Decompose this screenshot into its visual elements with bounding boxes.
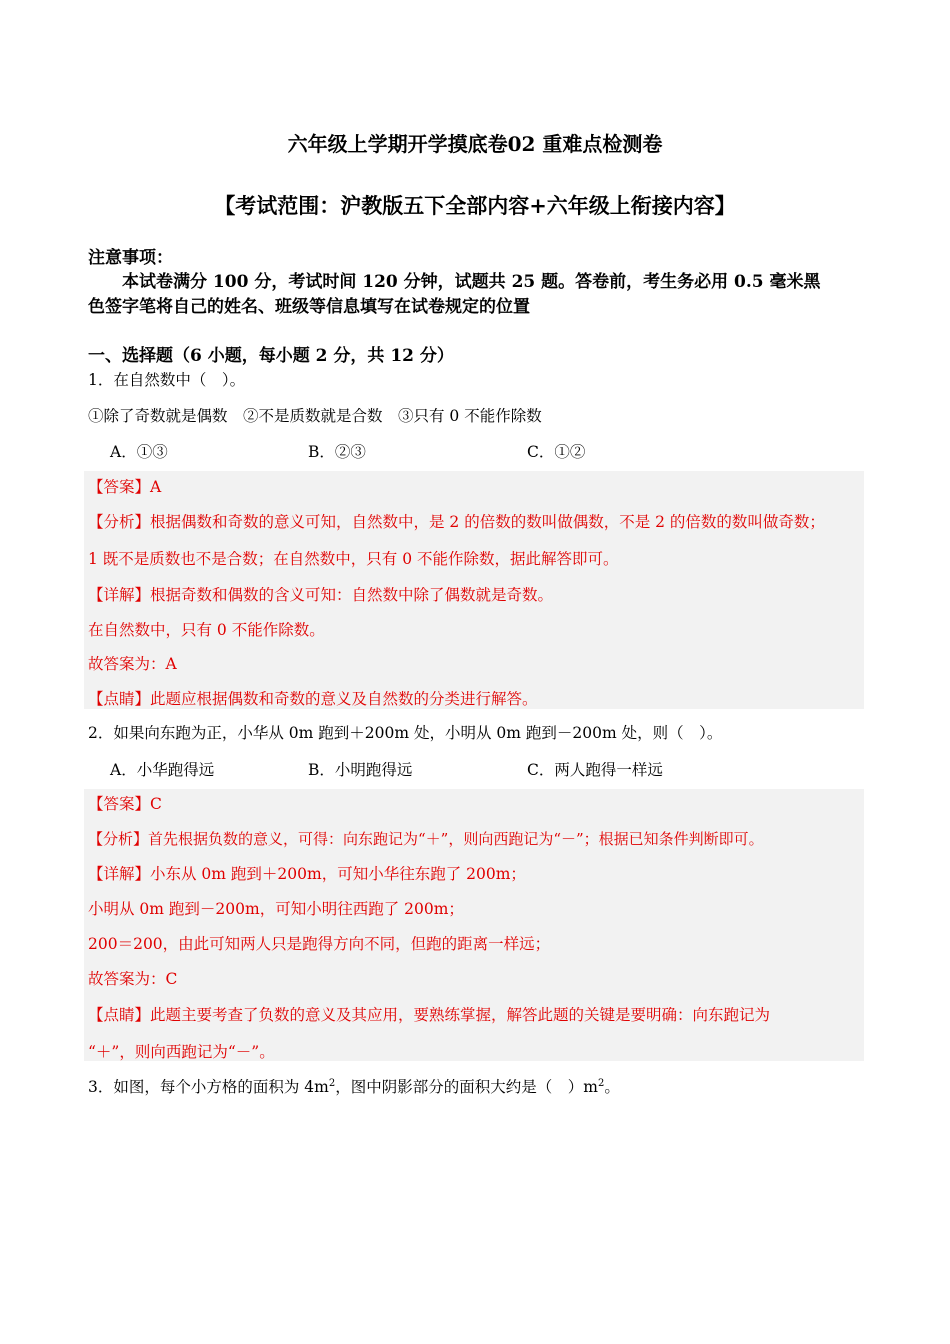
- q3-unit-superscript-1: 2: [328, 1077, 336, 1089]
- q2-stem: 2．如果向东跑为正，小华从 0m 跑到＋200m 处，小明从 0m 跑到－200m 处，则（ ）。: [88, 724, 723, 742]
- q3-stem: [88, 1075, 620, 1097]
- q3-unit-superscript-2: 2: [597, 1077, 605, 1089]
- q2-comment-line-2: “＋”，则向西跑记为“－”。: [88, 1043, 275, 1061]
- q1-statements: ①除了奇数就是偶数 ②不是质数就是合数 ③只有 0 不能作除数: [88, 407, 542, 425]
- q2-option-a: A．小华跑得远: [110, 761, 215, 779]
- notice-line-2: 色签字笔将自己的姓名、班级等信息填写在试卷规定的位置: [88, 297, 530, 317]
- q1-detail-line-2: 在自然数中，只有 0 不能作除数。: [88, 621, 325, 639]
- q1-option-a: A．①③: [110, 443, 168, 461]
- page-title: 六年级上学期开学摸底卷02 重难点检测卷: [287, 132, 663, 156]
- q1-option-b: B．②③: [308, 443, 366, 461]
- q2-option-c: C．两人跑得一样远: [527, 761, 663, 779]
- q2-detail-line-2: 小明从 0m 跑到－200m，可知小明往西跑了 200m；: [88, 900, 464, 918]
- q1-answer: 【答案】A: [88, 478, 162, 496]
- q1-comment: 【点睛】此题应根据偶数和奇数的意义及自然数的分类进行解答。: [88, 690, 538, 708]
- q2-answer: 【答案】C: [88, 795, 162, 813]
- q2-analysis: 【分析】首先根据负数的意义，可得：向东跑记为“＋”，则向西跑记为“－”；根据已知条件判断即可。: [88, 830, 764, 848]
- q2-detail-line-3: 200＝200，由此可知两人只是跑得方向不同，但跑的距离一样远；: [88, 935, 551, 953]
- section-heading: 一、选择题（6 小题，每小题 2 分，共 12 分）: [88, 346, 454, 366]
- q1-analysis-line-1: 【分析】根据偶数和奇数的意义可知，自然数中，是 2 的倍数的数叫做偶数，不是 2 的倍数的数叫做奇数；: [88, 513, 825, 531]
- q3-stem-part-2: ，图中阴影部分的面积大约是（ ）m: [335, 1078, 598, 1096]
- q1-analysis-line-2: 1 既不是质数也不是合数；在自然数中，只有 0 不能作除数，据此解答即可。: [88, 550, 619, 568]
- q1-final-answer: 故答案为：A: [88, 655, 177, 673]
- q2-final-answer: 故答案为：C: [88, 970, 178, 988]
- notice-line-1: 本试卷满分 100 分，考试时间 120 分钟，试题共 25 题。答卷前，考生务必用 0.5 毫米黑: [122, 272, 821, 292]
- notice-heading: 注意事项：: [88, 248, 173, 268]
- q2-option-b: B．小明跑得远: [308, 761, 413, 779]
- q2-comment-line-1: 【点睛】此题主要考查了负数的意义及其应用，要熟练掌握，解答此题的关键是要明确：向东跑记为: [88, 1006, 771, 1024]
- exam-scope: 【考试范围：沪教版五下全部内容+六年级上衔接内容】: [214, 193, 736, 218]
- q3-stem-part-3: 。: [604, 1078, 620, 1096]
- q1-detail-line-1: 【详解】根据奇数和偶数的含义可知：自然数中除了偶数就是奇数。: [88, 586, 554, 604]
- q1-stem: 1．在自然数中（ ）。: [88, 371, 246, 389]
- q3-stem-part-1: 3．如图，每个小方格的面积为 4m: [88, 1078, 329, 1096]
- q1-option-c: C．①②: [527, 443, 586, 461]
- q2-detail-line-1: 【详解】小东从 0m 跑到＋200m，可知小华往东跑了 200m；: [88, 865, 526, 883]
